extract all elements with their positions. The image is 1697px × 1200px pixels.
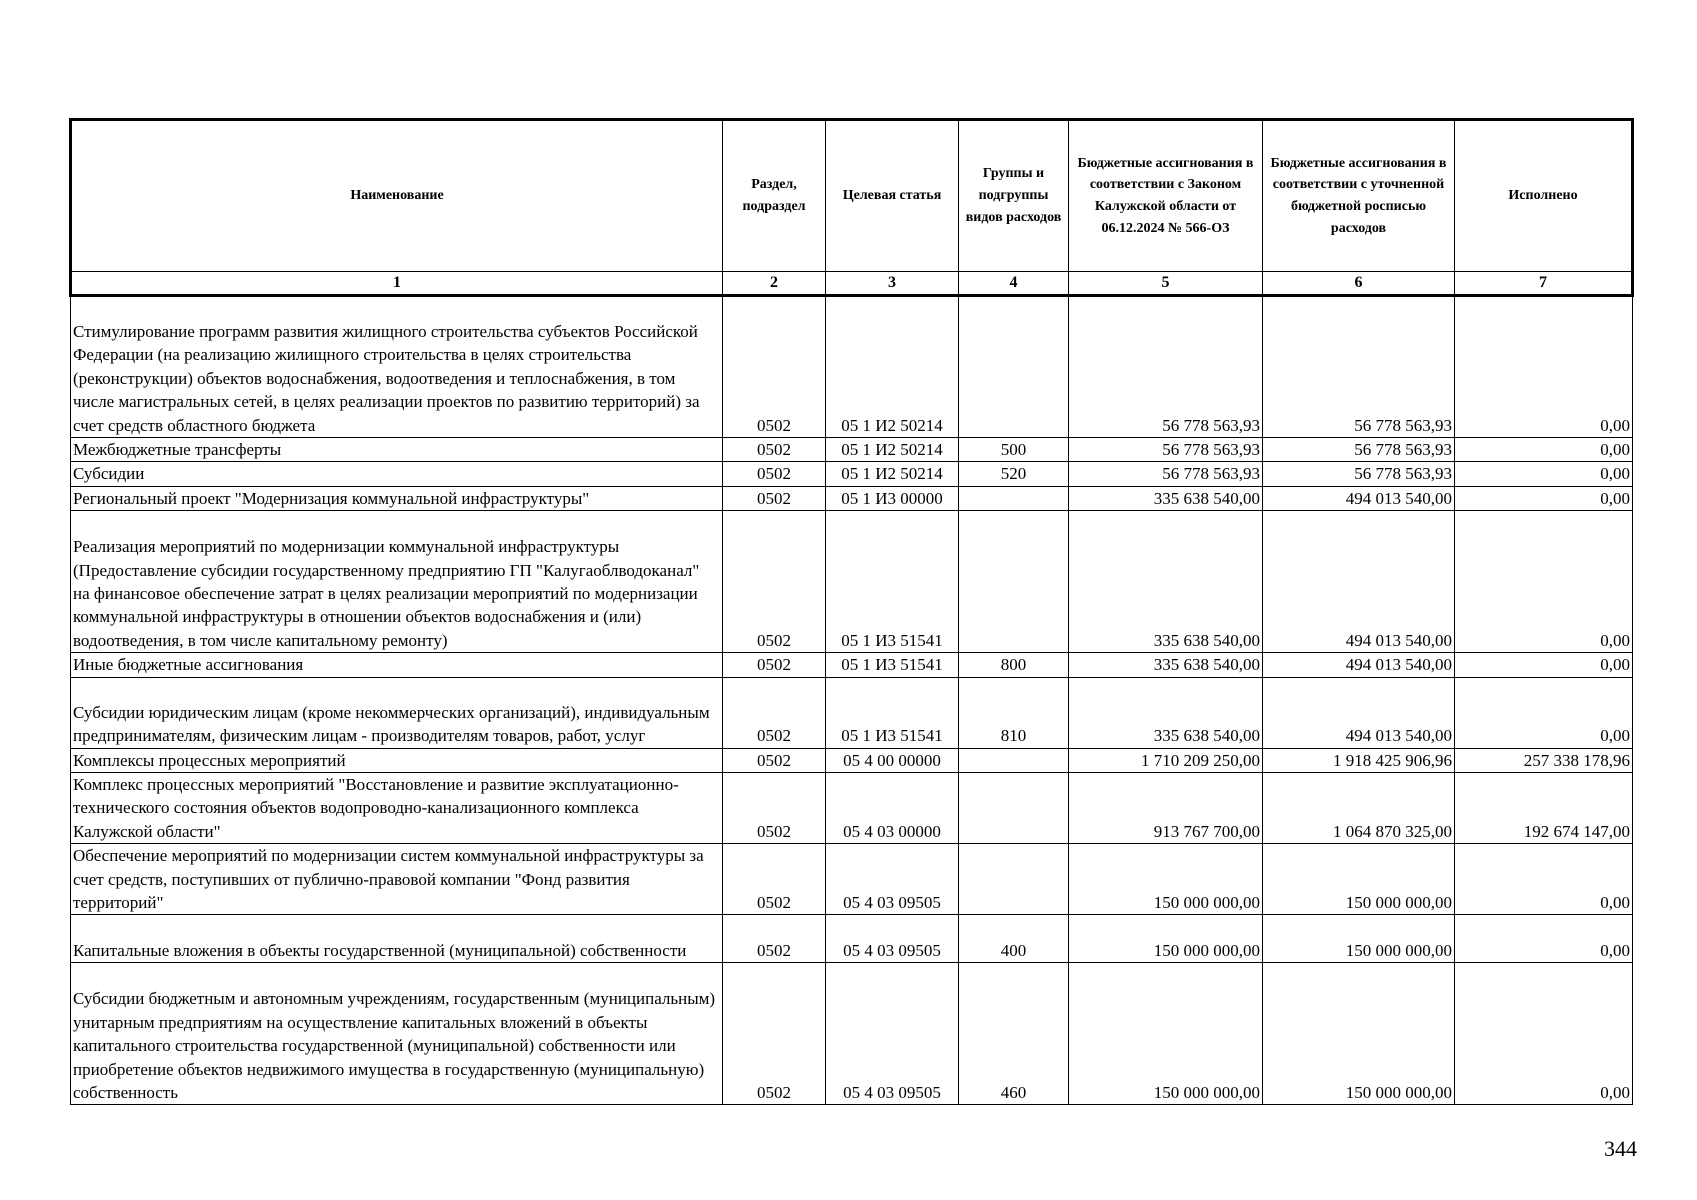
row-executed: 0,00	[1455, 462, 1633, 486]
row-refined: 150 000 000,00	[1263, 915, 1455, 963]
row-executed: 0,00	[1455, 915, 1633, 963]
column-number-row	[71, 272, 1633, 296]
row-name: Региональный проект "Модернизация коммунальной инфраструктуры"	[71, 486, 723, 510]
row-name: Комплекс процессных мероприятий "Восстановление и развитие эксплуатационно-технического состояния объектов водопроводно-канализационного комплекса Калужской области"	[71, 773, 723, 844]
row-executed: 0,00	[1455, 511, 1633, 653]
row-target: 05 1 И3 51541	[826, 677, 959, 748]
row-law: 335 638 540,00	[1069, 511, 1263, 653]
row-target: 05 1 И3 51541	[826, 511, 959, 653]
row-target: 05 4 03 09505	[826, 963, 959, 1105]
table-row	[71, 511, 1633, 653]
table-row	[71, 844, 1633, 915]
budget-table	[69, 118, 1634, 1105]
row-group: 800	[959, 653, 1069, 677]
row-group	[959, 844, 1069, 915]
header-row	[71, 120, 1633, 272]
row-name: Обеспечение мероприятий по модернизации систем коммунальной инфраструктуры за счет средств, поступивших от публично-правовой компании "Фонд развития территорий"	[71, 844, 723, 915]
table-row	[71, 486, 1633, 510]
row-name: Комплексы процессных мероприятий	[71, 748, 723, 772]
row-law: 56 778 563,93	[1069, 438, 1263, 462]
row-group: 520	[959, 462, 1069, 486]
row-target: 05 1 И2 50214	[826, 296, 959, 438]
table-row	[71, 296, 1633, 438]
row-law: 335 638 540,00	[1069, 677, 1263, 748]
row-name: Субсидии бюджетным и автономным учреждениям, государственным (муниципальным) унитарным предприятиям на осуществление капитальных вложений в объекты капитального строительства государственной (муниципальной) собственности или приобретение объектов недвижимого имущества в государственную (муниципальную) собственность	[71, 963, 723, 1105]
column-number: 6	[1263, 272, 1455, 296]
table-row	[71, 773, 1633, 844]
row-name: Стимулирование программ развития жилищного строительства субъектов Российской Федерации (на реализацию жилищного строительства в целях строительства (реконструкции) объектов водоснабжения, водоотведения и теплоснабжения, в том числе магистральных сетей, в целях реализации проектов по развитию территорий) за счет средств областного бюджета	[71, 296, 723, 438]
header-section: Раздел, подраздел	[723, 120, 826, 272]
row-law: 335 638 540,00	[1069, 486, 1263, 510]
row-refined: 494 013 540,00	[1263, 511, 1455, 653]
row-group: 500	[959, 438, 1069, 462]
row-refined: 1 918 425 906,96	[1263, 748, 1455, 772]
row-executed: 0,00	[1455, 296, 1633, 438]
row-executed: 192 674 147,00	[1455, 773, 1633, 844]
header-name: Наименование	[71, 120, 723, 272]
row-refined: 150 000 000,00	[1263, 963, 1455, 1105]
row-refined: 494 013 540,00	[1263, 677, 1455, 748]
row-law: 335 638 540,00	[1069, 653, 1263, 677]
row-group	[959, 296, 1069, 438]
row-law: 150 000 000,00	[1069, 915, 1263, 963]
row-name: Межбюджетные трансферты	[71, 438, 723, 462]
row-refined: 1 064 870 325,00	[1263, 773, 1455, 844]
row-group: 400	[959, 915, 1069, 963]
row-section: 0502	[723, 438, 826, 462]
row-section: 0502	[723, 511, 826, 653]
row-refined: 56 778 563,93	[1263, 296, 1455, 438]
row-target: 05 4 03 09505	[826, 915, 959, 963]
row-executed: 0,00	[1455, 486, 1633, 510]
row-executed: 257 338 178,96	[1455, 748, 1633, 772]
row-section: 0502	[723, 963, 826, 1105]
row-refined: 56 778 563,93	[1263, 462, 1455, 486]
row-section: 0502	[723, 748, 826, 772]
row-target: 05 4 03 09505	[826, 844, 959, 915]
row-target: 05 1 И2 50214	[826, 438, 959, 462]
row-target: 05 4 03 00000	[826, 773, 959, 844]
row-name: Капитальные вложения в объекты государственной (муниципальной) собственности	[71, 915, 723, 963]
row-refined: 56 778 563,93	[1263, 438, 1455, 462]
row-law: 56 778 563,93	[1069, 296, 1263, 438]
column-number: 7	[1455, 272, 1633, 296]
column-number: 1	[71, 272, 723, 296]
row-group: 460	[959, 963, 1069, 1105]
row-executed: 0,00	[1455, 438, 1633, 462]
column-number: 3	[826, 272, 959, 296]
row-group: 810	[959, 677, 1069, 748]
header-target: Целевая статья	[826, 120, 959, 272]
row-executed: 0,00	[1455, 963, 1633, 1105]
row-target: 05 1 И3 00000	[826, 486, 959, 510]
row-executed: 0,00	[1455, 844, 1633, 915]
row-section: 0502	[723, 486, 826, 510]
row-name: Реализация мероприятий по модернизации коммунальной инфраструктуры (Предоставление субсидии государственному предприятию ГП "Калугаоблводоканал" на финансовое обеспечение затрат в целях реализации мероприятий по модернизации коммунальной инфраструктуры в отношении объектов водоснабжения и (или) водоотведения, в том числе капитальному ремонту)	[71, 511, 723, 653]
row-target: 05 1 И2 50214	[826, 462, 959, 486]
row-law: 56 778 563,93	[1069, 462, 1263, 486]
row-section: 0502	[723, 653, 826, 677]
row-refined: 150 000 000,00	[1263, 844, 1455, 915]
table-row	[71, 462, 1633, 486]
row-name: Субсидии	[71, 462, 723, 486]
row-section: 0502	[723, 296, 826, 438]
row-section: 0502	[723, 677, 826, 748]
header-groups: Группы и подгруппы видов расходов	[959, 120, 1069, 272]
column-number: 5	[1069, 272, 1263, 296]
row-section: 0502	[723, 844, 826, 915]
row-name: Иные бюджетные ассигнования	[71, 653, 723, 677]
table-row	[71, 653, 1633, 677]
column-number: 4	[959, 272, 1069, 296]
row-group	[959, 773, 1069, 844]
row-law: 1 710 209 250,00	[1069, 748, 1263, 772]
row-executed: 0,00	[1455, 653, 1633, 677]
row-law: 150 000 000,00	[1069, 844, 1263, 915]
page-number: 344	[1604, 1136, 1637, 1161]
row-refined: 494 013 540,00	[1263, 486, 1455, 510]
header-law: Бюджетные ассигнования в соответствии с Законом Калужской области от 06.12.2024 № 566-ОЗ	[1069, 120, 1263, 272]
row-section: 0502	[723, 773, 826, 844]
row-refined: 494 013 540,00	[1263, 653, 1455, 677]
header-executed: Исполнено	[1455, 120, 1633, 272]
row-name: Субсидии юридическим лицам (кроме некоммерческих организаций), индивидуальным предпринимателям, физическим лицам - производителям товаров, работ, услуг	[71, 677, 723, 748]
table-row	[71, 677, 1633, 748]
row-executed: 0,00	[1455, 677, 1633, 748]
row-target: 05 4 00 00000	[826, 748, 959, 772]
row-law: 150 000 000,00	[1069, 963, 1263, 1105]
row-group	[959, 511, 1069, 653]
row-group	[959, 748, 1069, 772]
table-row	[71, 915, 1633, 963]
row-law: 913 767 700,00	[1069, 773, 1263, 844]
row-section: 0502	[723, 915, 826, 963]
table-row	[71, 748, 1633, 772]
row-target: 05 1 И3 51541	[826, 653, 959, 677]
table-row	[71, 438, 1633, 462]
header-refined: Бюджетные ассигнования в соответствии с уточненной бюджетной росписью расходов	[1263, 120, 1455, 272]
row-section: 0502	[723, 462, 826, 486]
column-number: 2	[723, 272, 826, 296]
row-group	[959, 486, 1069, 510]
table-row	[71, 963, 1633, 1105]
